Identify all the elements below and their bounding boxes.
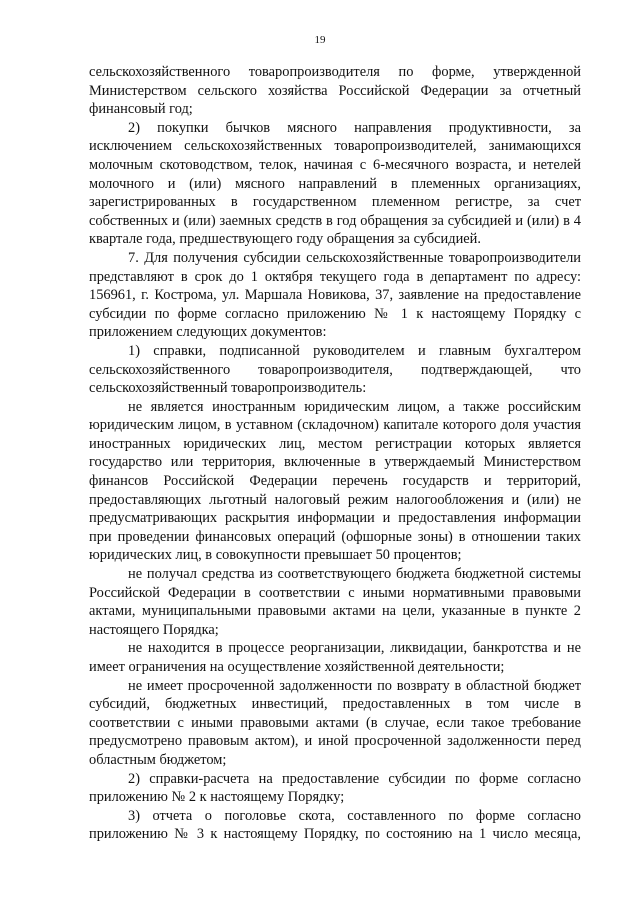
paragraph-3: 7. Для получения субсидии сельскохозяйственные товаропроизводители представляют в срок до 1 октября текущего года в департамент по адресу: 156961, г. Кострома, ул. Маршала Новикова, 37, заявление на предоставление субсидии по форме согласно приложению № 1 к настоящему Порядку с приложением следующих документов: (89, 249, 581, 341)
paragraph-6: не получал средства из соответствующего бюджета бюджетной системы Российской Федерации в соответствии с иными нормативными правовыми актами, муниципальными правовыми актами на цели, указанные в пункте 2 настоящего Порядка; (89, 566, 581, 638)
document-body (89, 63, 581, 844)
paragraph-5: не является иностранным юридическим лицом, а также российским юридическим лицом, в уставном (складочном) капитале которого доля участия иностранных юридических лиц, местом регистрации которых является государство или территория, включенные в утверждаемый Министерством финансов Российской Федерации перечень государств и территорий, предоставляющих льготный налоговый режим налогообложения и (или) не предусматривающих раскрытия информации и предоставления информации при проведении финансовых операций (офшорные зоны) в отношении таких юридических лиц, в совокупности превышает 50 процентов; (89, 398, 581, 564)
paragraph-4: 1) справки, подписанной руководителем и главным бухгалтером сельскохозяйственного товаропроизводителя, подтверждающей, что сельскохозяйственный товаропроизводитель: (89, 342, 581, 397)
paragraph-9: 2) справки-расчета на предоставление субсидии по форме согласно приложению № 2 к настоящему Порядку; (89, 770, 581, 806)
paragraph-2: 2) покупки бычков мясного направления продуктивности, за исключением сельскохозяйственных товаропроизводителей, занимающихся молочным скотоводством, телок, начиная с 6-месячного возраста, и нетелей молочного и (или) мясного направлений в племенных организациях, зарегистрированных в государственном племенном регистре, за счет собственных и (или) заемных средств в год обращения за субсидией и (или) в 4 квартале года, предшествующего году обращения за субсидией. (89, 119, 581, 248)
paragraph-8: не имеет просроченной задолженности по возврату в областной бюджет субсидий, бюджетных инвестиций, предоставленных в том числе в соответствии с иными правовыми актами (в случае, если такое требование предусмотрено правовым актом), и иной просроченной задолженности перед областным бюджетом; (89, 677, 581, 768)
paragraph-10: 3) отчета о поголовье скота, составленного по форме согласно приложению № 3 к настоящему Порядку, по состоянию на 1 число месяца, (89, 807, 581, 843)
page-number: 19 (314, 34, 326, 46)
paragraph-1: сельскохозяйственного товаропроизводителя по форме, утвержденной Министерством сельского хозяйства Российской Федерации за отчетный финансовый год; (89, 64, 581, 118)
paragraph-7: не находится в процессе реорганизации, ликвидации, банкротства и не имеет ограничения на осуществление хозяйственной деятельности; (89, 640, 581, 675)
